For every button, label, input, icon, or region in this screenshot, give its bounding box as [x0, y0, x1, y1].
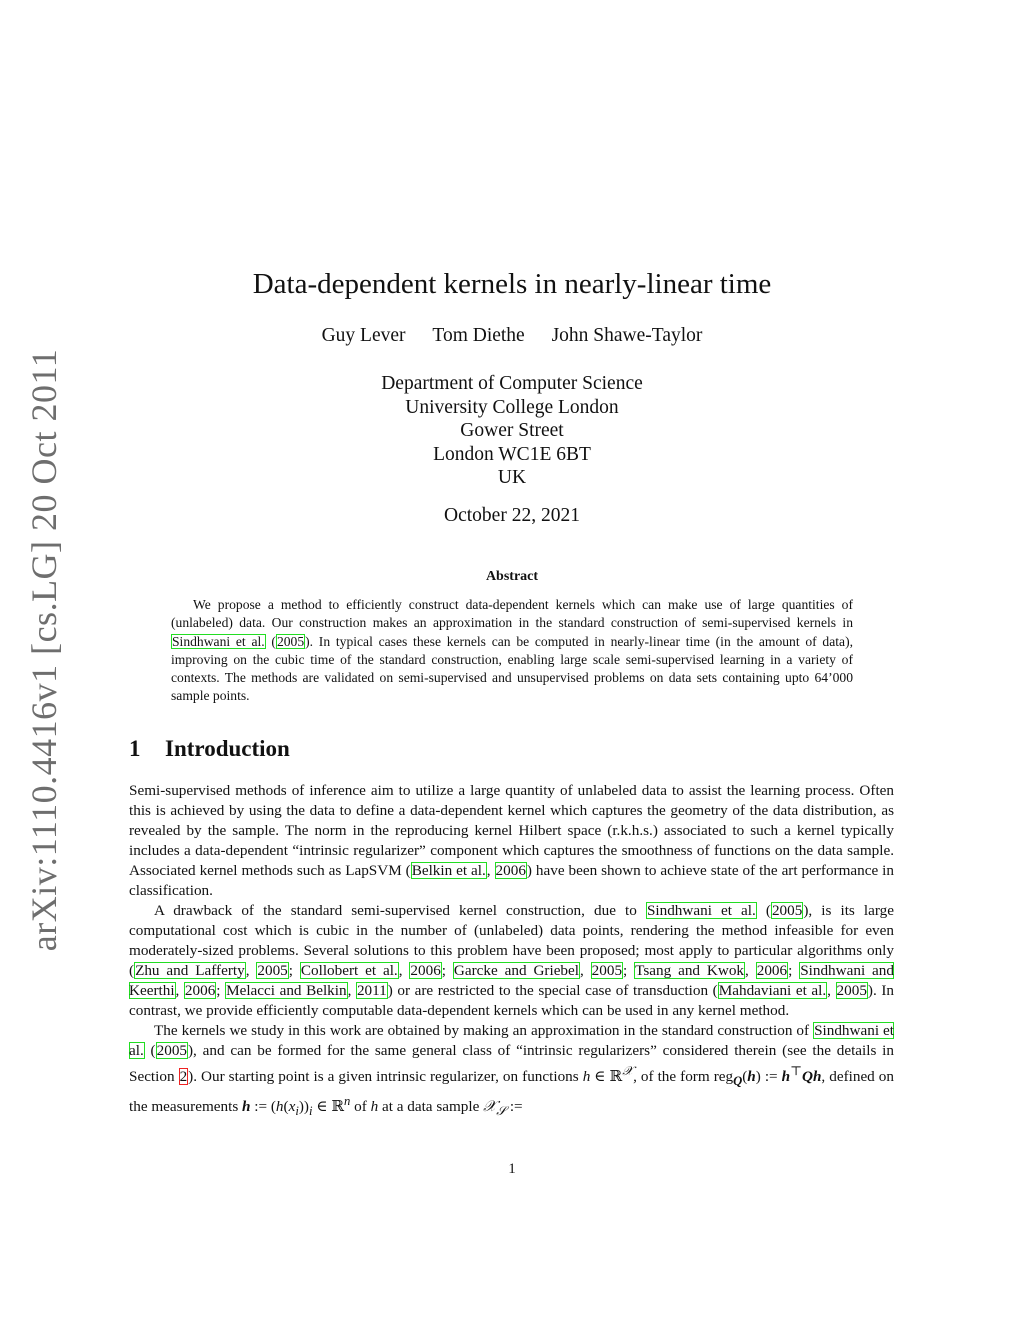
citation-link[interactable]: 2011	[356, 982, 387, 999]
affiliation-line: Department of Computer Science	[381, 373, 643, 394]
section-reference-link[interactable]: 2	[179, 1068, 188, 1086]
body-text	[129, 781, 894, 1121]
author-name: Tom Diethe	[432, 325, 525, 346]
citation-link[interactable]: 2005	[156, 1042, 187, 1059]
citation-link[interactable]: 2006	[495, 862, 526, 879]
citation-link[interactable]: 2006	[410, 962, 441, 979]
citation-link[interactable]: Sindhwani et al.	[172, 633, 265, 649]
citation-link[interactable]: Zhu and Lafferty	[135, 962, 245, 979]
section-title: Introduction	[165, 736, 290, 761]
math-expression: 𝒳$_𝒮$	[483, 1098, 507, 1119]
affiliation-line: Gower Street	[460, 420, 564, 441]
citation-link[interactable]: Sindhwani et al.	[646, 902, 756, 919]
citation-link[interactable]: 2005	[276, 633, 305, 649]
citation-link[interactable]: Belkin et al.	[411, 862, 486, 879]
affiliation-line: University College London	[405, 396, 619, 418]
citation-link[interactable]: 2006	[184, 982, 216, 999]
citation-link[interactable]: Mahdaviani et al.	[718, 982, 827, 999]
author-name: John Shawe-Taylor	[551, 325, 703, 346]
citation-link[interactable]: Tsang and Kwok	[635, 962, 745, 979]
citation-link[interactable]: 2005	[771, 902, 803, 919]
affiliation-line: London WC1E 6BT	[433, 443, 591, 465]
section-number: 1	[129, 736, 141, 761]
math-expression: h	[582, 1068, 591, 1086]
math-expression: 𝒳	[622, 1064, 634, 1078]
author-list	[0, 325, 1024, 347]
citation-link[interactable]: Sindhwani and Keerthi	[129, 962, 894, 999]
citation-link[interactable]: Collobert et al.	[300, 962, 398, 979]
math-expression: Q	[733, 1074, 743, 1089]
math-expression: h	[242, 1098, 251, 1116]
section-heading	[129, 736, 290, 762]
citation-link[interactable]: 2005	[591, 962, 623, 979]
math-expression: h	[370, 1098, 379, 1116]
citation-link[interactable]: Melacci and Belkin	[226, 982, 347, 999]
author-name: Guy Lever	[321, 325, 406, 346]
citation-link[interactable]: 2005	[257, 962, 288, 979]
paragraph: A drawback of the standard semi-supervised kernel construction, due to Sindhwani et al. (2005), is its large computational cost which is cubic in the number of (unlabeled) data points, rendering the method infeasible for even moderately-sized problems. Several solutions to this problem have been proposed; most apply to particular algorithms only (Zhu and Lafferty, 2005; Collobert et al., 2006; Garcke and Griebel, 2005; Tsang and Kwok, 2006; Sindhwani and Keerthi, 2006; Melacci and Belkin, 2011) or are restricted to the special case of transduction (Mahdaviani et al., 2005). In contrast, we provide efficiently computable data-dependent kernels which can be used in any kernel method.	[129, 902, 894, 1019]
arxiv-identifier: arXiv:1110.4416v1 [cs.LG] 20 Oct 2011	[24, 348, 64, 952]
citation-link[interactable]: 2005	[836, 982, 867, 999]
page-number: 1	[508, 1161, 516, 1177]
abstract-text: We propose a method to efficiently construct data-dependent kernels which can make use of large quantities of (unlabeled) data. Our construction makes an approximation in the standard construction of semi-supervised kernels in Sindhwani et al. (2005). In typical cases these kernels can be computed in nearly-linear time (in the amount of data), improving on the cubic time of the standard construction, enabling large scale semi-supervised learning in a variety of contexts. The methods are validated on semi-supervised and unsupervised problems on data sets containing upto 64’000 sample points.	[171, 597, 854, 704]
paragraph: Semi-supervised methods of inference aim to utilize a large quantity of unlabeled data to assist the learning process. Often this is achieved by using the data to define a data-dependent kernel which captures the geometry of the data distribution, as revealed by the sample. The norm in the reproducing kernel Hilbert space (r.k.h.s.) associated to such a kernel typically includes a data-dependent “intrinsic regularizer” component which captures the smoothness of functions on the data sample. Associated kernel methods such as LapSVM (Belkin et al., 2006) have been shown to achieve state of the art performance in classification.	[129, 782, 894, 899]
affiliation-block	[0, 372, 1024, 490]
citation-link[interactable]: 2006	[756, 962, 788, 979]
citation-link[interactable]: Sindhwani et al.	[129, 1022, 894, 1059]
paragraph: The kernels we study in this work are obtained by making an approximation in the standard construction of Sindhwani et al. (2005), and can be formed for the same general class of “intrinsic regularizers” considered therein (see the details in Section 2). Our starting point is a given intrinsic regularizer, on functions h ∈ ℝ$^𝒳$, of the form reg$_Q$(h) := h⊤Qh, defined on the measurements h := $(h(x_i))_i$ ∈ ℝ$^n$ of h at a data sample 𝒳$_𝒮$ :=	[129, 1022, 894, 1119]
abstract-heading: Abstract	[485, 569, 539, 584]
paper-date: October 22, 2021	[444, 505, 580, 526]
affiliation-line: UK	[497, 467, 527, 488]
citation-link[interactable]: Garcke and Griebel	[453, 962, 579, 979]
paper-title: Data-dependent kernels in nearly-linear time	[252, 268, 772, 300]
